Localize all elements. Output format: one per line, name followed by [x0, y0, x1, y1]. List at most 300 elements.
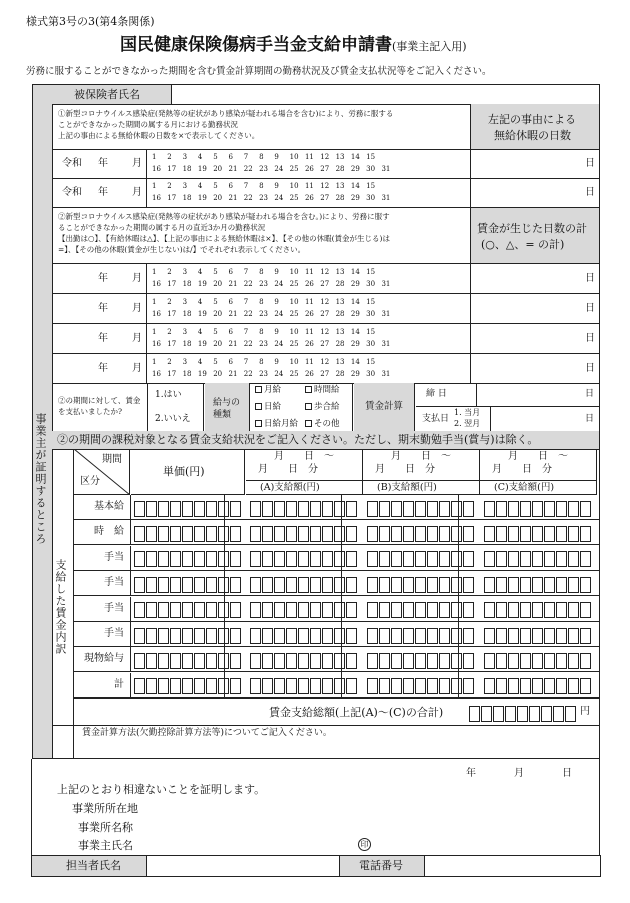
digit-box	[439, 577, 450, 593]
digit-box	[568, 678, 579, 694]
cert-day: 日	[562, 768, 572, 779]
digit-box	[508, 628, 519, 644]
digit-box	[334, 551, 345, 567]
digit-box	[508, 678, 519, 694]
title-main: 国民健康保険傷病手当金支給申請書	[120, 35, 392, 55]
digit-box	[463, 628, 474, 644]
digit-box	[439, 526, 450, 542]
month-label: 月	[132, 333, 142, 344]
digit-box	[158, 501, 169, 517]
digit-box	[568, 628, 579, 644]
digit-box	[182, 526, 193, 542]
amount-c-boxes[interactable]	[484, 574, 592, 593]
digit-box	[286, 551, 297, 567]
digit-box	[484, 602, 495, 618]
total-row	[74, 698, 599, 725]
digit-box	[463, 577, 474, 593]
digit-box	[580, 551, 591, 567]
wage-calc-label: 賃金計算	[365, 401, 404, 412]
digit-box	[146, 628, 157, 644]
digit-box	[427, 526, 438, 542]
digit-box	[367, 577, 378, 593]
digit-box	[286, 526, 297, 542]
day-unit-label: 日	[585, 333, 595, 344]
wage-category-label: 現物給与	[84, 653, 124, 665]
digit-box	[206, 678, 217, 694]
digit-box	[580, 501, 591, 517]
digit-box	[230, 526, 241, 542]
digit-box	[310, 653, 321, 669]
digit-box	[451, 678, 462, 694]
digit-box	[250, 501, 261, 517]
section1-right-header-1: 左記の事由による	[488, 113, 576, 126]
unit-price-boxes[interactable]	[134, 625, 242, 644]
salary-type-commission[interactable]	[305, 403, 340, 412]
digit-box	[170, 501, 181, 517]
digit-box	[367, 602, 378, 618]
digit-box	[439, 551, 450, 567]
digit-box	[568, 653, 579, 669]
day-row-2: 16 17 18 19 20 21 22 23 24 25 26 27 28 29 30 31	[152, 280, 391, 288]
year-label: 年	[98, 158, 108, 169]
contact-name-field[interactable]	[148, 856, 338, 876]
section1-day-count-cell[interactable]	[470, 150, 599, 178]
digit-box	[520, 653, 531, 669]
total-label: 賃金支給総額(上記(A)～(C)の合計)	[269, 706, 444, 719]
period-to: 月 日 分	[492, 464, 552, 475]
digit-box	[463, 526, 474, 542]
digit-box	[194, 551, 205, 567]
amount-c-boxes[interactable]	[484, 676, 592, 695]
digit-box	[484, 653, 495, 669]
phone-label-cell	[339, 856, 425, 876]
insured-name-row	[52, 84, 600, 105]
amount-col-col_c-header	[480, 449, 597, 495]
digit-box	[427, 653, 438, 669]
digit-box	[298, 501, 309, 517]
section2-year-month-cell[interactable]	[52, 294, 147, 323]
month-label: 月	[132, 363, 142, 374]
period-category-cell	[74, 449, 130, 495]
wage-method-row	[52, 725, 600, 759]
day-row-1: 1 2 3 4 5 6 7 8 9 10 11 12 13 14 15	[152, 328, 376, 336]
unit-price-header	[131, 449, 245, 495]
digit-box	[427, 678, 438, 694]
digit-box	[230, 577, 241, 593]
section2-desc-3: 【出勤は○】、【有給休暇は△】、【上記の事由による無給休暇は×】、【その他の休暇(賃金が生じる)は	[58, 234, 390, 243]
digit-box	[496, 602, 507, 618]
digit-box	[346, 678, 357, 694]
salary-type-label-cell	[205, 383, 250, 431]
checkbox-icon	[305, 403, 312, 410]
amount-c-boxes[interactable]	[484, 625, 592, 644]
digit-box	[250, 551, 261, 567]
digit-box	[334, 602, 345, 618]
digit-box	[262, 501, 273, 517]
section2-day-count-cell[interactable]	[470, 264, 599, 293]
section2-desc-2: ることができなかった期間の属する月の直近3か月の勤務状況	[58, 223, 266, 232]
digit-box	[170, 628, 181, 644]
digit-box	[322, 526, 333, 542]
section2-year-month-cell[interactable]	[52, 264, 147, 293]
wage-category-cell	[74, 673, 131, 697]
day-row-2: 16 17 18 19 20 21 22 23 24 25 26 27 28 29 30 31	[152, 310, 391, 318]
wage-calc-label-cell	[354, 383, 415, 431]
year-label: 年	[98, 187, 108, 198]
day-unit-label: 日	[585, 187, 595, 198]
digit-box	[556, 551, 567, 567]
title-sub: (事業主記入用)	[392, 40, 467, 53]
digit-box	[170, 551, 181, 567]
digit-box	[379, 501, 390, 517]
digit-box	[158, 551, 169, 567]
digit-box	[194, 526, 205, 542]
digit-box	[250, 577, 261, 593]
digit-box	[182, 602, 193, 618]
amount-col-col_b-header	[363, 449, 480, 495]
cert-company-field[interactable]	[200, 819, 590, 835]
digit-box	[568, 602, 579, 618]
amount-c-boxes[interactable]	[484, 523, 592, 542]
amount-c-boxes[interactable]	[484, 549, 592, 568]
digit-box	[391, 678, 402, 694]
digit-box	[322, 653, 333, 669]
digit-box	[182, 577, 193, 593]
unit-price-boxes[interactable]	[134, 574, 242, 593]
digit-box	[262, 526, 273, 542]
section1-year-month-cell[interactable]	[52, 179, 147, 207]
section1-month-row	[52, 150, 600, 179]
cert-owner-field[interactable]	[200, 837, 350, 853]
digit-box	[230, 501, 241, 517]
era-label: 令和	[62, 158, 82, 169]
section2-day-count-cell[interactable]	[470, 354, 599, 383]
wage-row	[74, 520, 599, 545]
cert-owner-label: 事業主氏名	[78, 839, 133, 852]
digit-box	[496, 501, 507, 517]
digit-box	[484, 526, 495, 542]
digit-box	[463, 653, 474, 669]
section2-day-grid[interactable]	[152, 356, 470, 380]
salary-type-label: 給与の種類	[213, 398, 241, 420]
amount-c-boxes[interactable]	[484, 600, 592, 619]
digit-box	[322, 551, 333, 567]
digit-box	[158, 526, 169, 542]
digit-box	[415, 678, 426, 694]
section2-day-count-cell[interactable]	[470, 294, 599, 323]
digit-box	[146, 526, 157, 542]
digit-box	[568, 501, 579, 517]
cert-statement: 上記のとおり相違ないことを証明します。	[57, 783, 266, 796]
digit-box	[146, 551, 157, 567]
day-row-1: 1 2 3 4 5 6 7 8 9 10 11 12 13 14 15	[152, 268, 376, 276]
digit-box	[334, 653, 345, 669]
digit-box	[556, 602, 567, 618]
instruction-text: 労務に服することができなかった期間を含む賃金計算期間の勤務状況及び賃金支払状況等をご記入ください。	[26, 66, 492, 77]
cert-company-label: 事業所名称	[78, 821, 133, 834]
section1-day-count-cell[interactable]	[470, 179, 599, 207]
digit-box	[310, 602, 321, 618]
digit-box	[230, 678, 241, 694]
digit-box	[463, 678, 474, 694]
digit-box	[439, 628, 450, 644]
digit-box	[250, 602, 261, 618]
salary-type-daily[interactable]	[255, 403, 281, 412]
left-side-strip	[32, 84, 53, 759]
digit-box	[532, 628, 543, 644]
cert-address-field[interactable]	[200, 800, 590, 816]
section3-title-bar	[52, 431, 600, 450]
category-label: 区分	[80, 476, 100, 487]
cert-address-label: 事業所所在地	[72, 802, 138, 815]
digit-box	[134, 678, 145, 694]
wage-method-label: 賃金計算方法(欠勤控除計算方法等)についてご記入ください。	[82, 728, 332, 738]
digit-box	[146, 678, 157, 694]
digit-box	[580, 602, 591, 618]
digit-box	[520, 602, 531, 618]
digit-box	[250, 526, 261, 542]
digit-box	[334, 577, 345, 593]
wage-row	[74, 495, 599, 520]
digit-box	[484, 628, 495, 644]
unit-price-boxes[interactable]	[134, 600, 242, 619]
digit-box	[391, 602, 402, 618]
digit-box	[206, 602, 217, 618]
digit-box	[170, 653, 181, 669]
digit-box	[206, 526, 217, 542]
section2-month-row	[52, 294, 600, 324]
digit-box	[556, 628, 567, 644]
digit-box	[553, 706, 564, 722]
digit-box	[250, 653, 261, 669]
salary-type-other[interactable]	[305, 420, 340, 429]
section2-year-month-cell[interactable]	[52, 354, 147, 383]
salary-type-daily-label: 日給	[264, 402, 282, 412]
digit-box	[484, 678, 495, 694]
digit-box	[391, 526, 402, 542]
digit-box	[334, 501, 345, 517]
digit-box	[532, 526, 543, 542]
digit-box	[379, 526, 390, 542]
digit-box	[367, 628, 378, 644]
period-to: 月 日 分	[258, 464, 318, 475]
payment-yes-option[interactable]: 1.はい	[155, 390, 182, 400]
payday-next-month[interactable]: 2. 翌月	[454, 419, 481, 428]
digit-box	[391, 653, 402, 669]
digit-box	[496, 577, 507, 593]
wage-row	[74, 647, 599, 672]
salary-type-monthly-label: 月給	[264, 385, 282, 395]
wage-category-cell	[74, 571, 131, 595]
cert-month: 月	[514, 768, 524, 779]
wage-row	[74, 571, 599, 596]
unit-price-boxes[interactable]	[134, 549, 242, 568]
digit-box	[415, 526, 426, 542]
unit-price-boxes[interactable]	[134, 676, 242, 695]
month-label: 月	[132, 187, 142, 198]
digit-box	[250, 628, 261, 644]
day-row-2: 16 17 18 19 20 21 22 23 24 25 26 27 28 29 30 31	[152, 370, 391, 378]
digit-box	[182, 628, 193, 644]
wage-row	[74, 673, 599, 698]
digit-box	[451, 653, 462, 669]
digit-box	[134, 653, 145, 669]
digit-box	[310, 628, 321, 644]
total-amount-boxes[interactable]	[469, 703, 577, 722]
digit-box	[298, 577, 309, 593]
digit-box	[367, 501, 378, 517]
digit-box	[310, 678, 321, 694]
unit-price-boxes[interactable]	[134, 498, 242, 517]
digit-box	[298, 653, 309, 669]
digit-box	[346, 501, 357, 517]
digit-box	[134, 551, 145, 567]
digit-box	[508, 526, 519, 542]
salary-type-daily-monthly[interactable]	[255, 420, 298, 429]
wage-method-field[interactable]	[82, 740, 592, 757]
digit-box	[427, 628, 438, 644]
period-from: 月 日 ～	[274, 451, 334, 462]
digit-box	[322, 602, 333, 618]
total-yen-unit: 円	[580, 706, 590, 717]
day-unit-label: 日	[585, 158, 595, 169]
digit-box	[403, 551, 414, 567]
digit-box	[146, 602, 157, 618]
section1-day-grid[interactable]	[152, 180, 470, 204]
payment-no-option[interactable]: 2.いいえ	[155, 414, 191, 424]
salary-type-options	[251, 383, 353, 431]
digit-box	[556, 653, 567, 669]
section2-day-grid[interactable]	[152, 266, 470, 290]
section2-right-header	[470, 208, 599, 263]
digit-box	[544, 526, 555, 542]
digit-box	[379, 577, 390, 593]
digit-box	[334, 628, 345, 644]
wage-side-label-cell	[52, 449, 74, 725]
digit-box	[182, 501, 193, 517]
digit-box	[170, 577, 181, 593]
wage-row	[74, 546, 599, 571]
digit-box	[346, 628, 357, 644]
digit-box	[415, 577, 426, 593]
year-label: 年	[98, 333, 108, 344]
digit-box	[170, 526, 181, 542]
digit-box	[451, 526, 462, 542]
digit-box	[451, 577, 462, 593]
digit-box	[206, 577, 217, 593]
digit-box	[469, 706, 480, 722]
section2-month-row	[52, 324, 600, 354]
digit-box	[158, 602, 169, 618]
day-row-2: 16 17 18 19 20 21 22 23 24 25 26 27 28 29 30 31	[152, 194, 391, 202]
digit-box	[286, 628, 297, 644]
digit-box	[322, 577, 333, 593]
digit-box	[427, 577, 438, 593]
wage-category-label: 手当	[104, 628, 124, 639]
period-to: 月 日 分	[375, 464, 435, 475]
month-label: 月	[132, 158, 142, 169]
section2-day-grid[interactable]	[152, 326, 470, 350]
digit-box	[274, 577, 285, 593]
phone-field[interactable]	[426, 856, 600, 876]
section2-month-row	[52, 354, 600, 384]
digit-box	[206, 628, 217, 644]
period-from: 月 日 ～	[391, 451, 451, 462]
section1-year-month-cell[interactable]	[52, 150, 147, 178]
digit-box	[541, 706, 552, 722]
digit-box	[532, 602, 543, 618]
digit-box	[170, 602, 181, 618]
salary-type-hourly[interactable]	[305, 386, 340, 395]
section2-day-count-cell[interactable]	[470, 324, 599, 353]
digit-box	[134, 526, 145, 542]
phone-label: 電話番号	[359, 859, 403, 872]
checkbox-icon	[255, 403, 262, 410]
payday-day-unit: 日	[585, 414, 595, 424]
digit-box	[529, 706, 540, 722]
digit-box	[286, 653, 297, 669]
salary-type-monthly[interactable]	[255, 386, 281, 395]
digit-box	[379, 653, 390, 669]
digit-box	[544, 678, 555, 694]
unit-price-boxes[interactable]	[134, 523, 242, 542]
digit-box	[508, 551, 519, 567]
digit-box	[508, 653, 519, 669]
digit-box	[532, 653, 543, 669]
insured-name-field[interactable]	[173, 85, 598, 104]
digit-box	[274, 602, 285, 618]
digit-box	[580, 628, 591, 644]
digit-box	[520, 628, 531, 644]
cert-year: 年	[466, 768, 476, 779]
digit-box	[463, 602, 474, 618]
insured-label: 被保険者氏名	[74, 88, 140, 101]
digit-box	[580, 526, 591, 542]
digit-box	[391, 577, 402, 593]
insured-label-cell	[52, 85, 172, 104]
digit-box	[262, 577, 273, 593]
salary-type-daily-monthly-label: 日給月給	[264, 419, 299, 429]
left-side-label: 事業主が証明するところ	[34, 413, 47, 545]
amount-c-boxes[interactable]	[484, 498, 592, 517]
digit-box	[403, 501, 414, 517]
section1-day-grid[interactable]	[152, 151, 470, 175]
section2-year-month-cell[interactable]	[52, 324, 147, 353]
digit-box	[274, 628, 285, 644]
digit-box	[262, 551, 273, 567]
checkbox-icon	[255, 386, 262, 393]
checkbox-icon	[305, 420, 312, 427]
digit-box	[556, 678, 567, 694]
digit-box	[508, 501, 519, 517]
digit-box	[250, 678, 261, 694]
payment-yes-no	[149, 383, 204, 431]
payment-question-cell	[52, 383, 148, 431]
digit-box	[322, 678, 333, 694]
period-from: 月 日 ～	[508, 451, 568, 462]
section2-day-grid[interactable]	[152, 296, 470, 320]
digit-box	[415, 628, 426, 644]
digit-box	[451, 628, 462, 644]
unit-price-boxes[interactable]	[134, 650, 242, 669]
amount-c-boxes[interactable]	[484, 650, 592, 669]
digit-box	[134, 602, 145, 618]
digit-box	[134, 628, 145, 644]
digit-box	[484, 551, 495, 567]
cutoff-day-unit: 日	[585, 389, 595, 399]
payday-this-month[interactable]: 1. 当月	[454, 408, 481, 417]
digit-box	[580, 577, 591, 593]
